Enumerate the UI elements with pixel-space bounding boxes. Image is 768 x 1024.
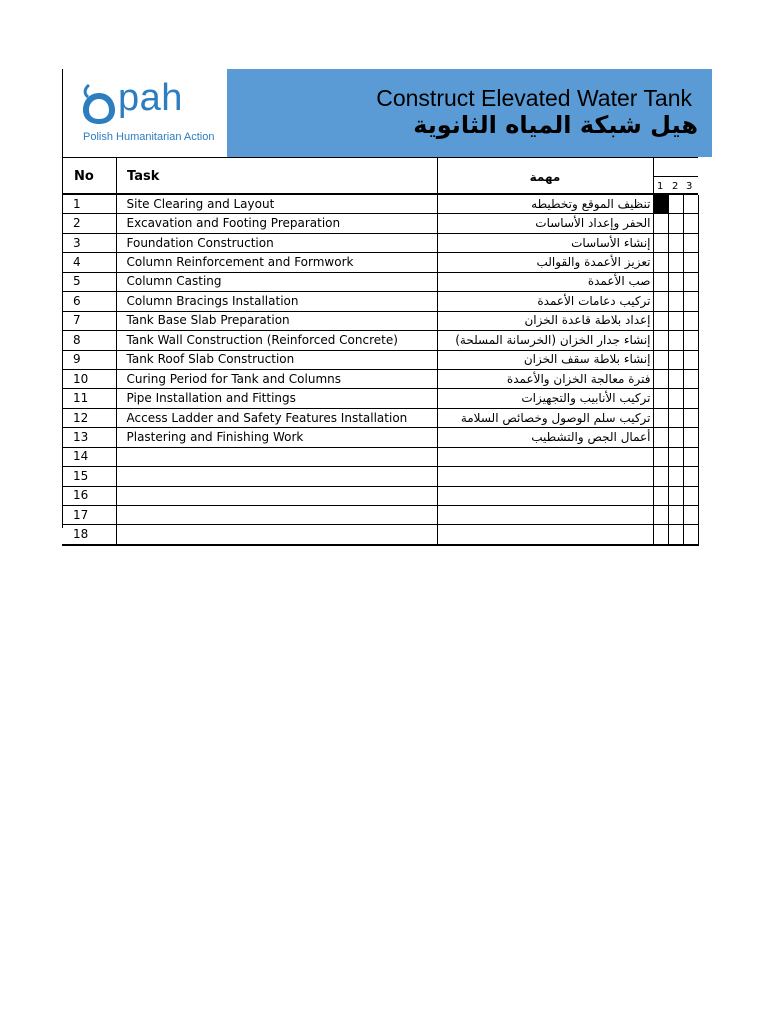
task-name[interactable]: Site Clearing and Layout [116, 195, 437, 214]
row-number: 14 [62, 447, 116, 466]
week-cell-2[interactable] [668, 292, 683, 311]
row-number: 4 [62, 253, 116, 272]
week-cell-1[interactable] [653, 506, 668, 525]
week-cell-2[interactable] [668, 195, 683, 214]
task-name-arabic[interactable]: صب الأعمدة [437, 272, 653, 291]
task-name-arabic[interactable]: إعداد بلاطة قاعدة الخزان [437, 311, 653, 330]
weeks-header-line [654, 176, 698, 177]
table-row [62, 506, 698, 525]
week-cell-2[interactable] [668, 525, 683, 545]
week-cell-2[interactable] [668, 389, 683, 408]
header-divider [116, 157, 117, 195]
week-cell-2[interactable] [668, 486, 683, 505]
week-header-3: 3 [686, 181, 693, 192]
week-cell-1[interactable] [653, 272, 668, 291]
task-name[interactable]: Tank Roof Slab Construction [116, 350, 437, 369]
table-row [62, 525, 698, 545]
week-cell-3[interactable] [683, 331, 698, 350]
table-row [62, 233, 698, 252]
week-cell-1[interactable] [653, 486, 668, 505]
header-divider [437, 157, 438, 195]
week-cell-1[interactable] [653, 350, 668, 369]
week-cell-3[interactable] [683, 311, 698, 330]
task-name-arabic[interactable]: تركيب دعامات الأعمدة [437, 292, 653, 311]
task-name[interactable]: Foundation Construction [116, 233, 437, 252]
title-banner [227, 69, 712, 157]
task-name-arabic[interactable]: إنشاء الأساسات [437, 233, 653, 252]
week-cell-3[interactable] [683, 292, 698, 311]
week-cell-1[interactable] [653, 525, 668, 545]
task-name-arabic[interactable]: الحفر وإعداد الأساسات [437, 214, 653, 233]
table-row [62, 292, 698, 311]
table-row [62, 214, 698, 233]
row-number: 9 [62, 350, 116, 369]
task-name-arabic[interactable] [437, 467, 653, 486]
title-arabic: هيل شبكة المياه الثانوية [413, 111, 698, 139]
week-cell-3[interactable] [683, 486, 698, 505]
task-name-arabic[interactable]: تركيب الأنابيب والتجهيزات [437, 389, 653, 408]
week-cell-2[interactable] [668, 272, 683, 291]
week-cell-1[interactable] [653, 447, 668, 466]
logo-subtitle: Polish Humanitarian Action [83, 131, 215, 143]
week-cell-3[interactable] [683, 447, 698, 466]
task-name-arabic[interactable] [437, 506, 653, 525]
week-cell-1[interactable] [653, 233, 668, 252]
week-cell-2[interactable] [668, 506, 683, 525]
row-number: 11 [62, 389, 116, 408]
task-name[interactable] [116, 525, 437, 545]
task-name[interactable] [116, 447, 437, 466]
task-name-arabic[interactable]: تركيب سلم الوصول وخصائص السلامة [437, 408, 653, 427]
table-row [62, 447, 698, 466]
task-name-arabic[interactable]: أعمال الجص والتشطيب [437, 428, 653, 447]
row-number: 1 [62, 195, 116, 214]
week-cell-3[interactable] [683, 214, 698, 233]
task-name[interactable]: Curing Period for Tank and Columns [116, 369, 437, 388]
table-row [62, 408, 698, 427]
week-cell-1[interactable] [653, 408, 668, 427]
task-name[interactable]: Tank Wall Construction (Reinforced Concrete) [116, 331, 437, 350]
task-name[interactable]: Excavation and Footing Preparation [116, 214, 437, 233]
week-cell-2[interactable] [668, 467, 683, 486]
pah-heart-icon [81, 83, 117, 125]
week-cell-1[interactable] [653, 428, 668, 447]
row-number: 12 [62, 408, 116, 427]
week-cell-1[interactable] [653, 467, 668, 486]
week-cell-3[interactable] [683, 233, 698, 252]
week-cell-3[interactable] [683, 408, 698, 427]
week-cell-3[interactable] [683, 525, 698, 545]
week-cell-2[interactable] [668, 233, 683, 252]
task-name-arabic[interactable]: فترة معالجة الخزان والأعمدة [437, 369, 653, 388]
row-number: 18 [62, 525, 116, 545]
week-cell-1[interactable] [653, 331, 668, 350]
logo-text: pah [118, 77, 183, 119]
task-name[interactable] [116, 467, 437, 486]
task-name-arabic[interactable]: إنشاء جدار الخزان (الخرسانة المسلحة) [437, 331, 653, 350]
table-row [62, 428, 698, 447]
week-cell-3[interactable] [683, 253, 698, 272]
week-cell-2[interactable] [668, 447, 683, 466]
week-cell-2[interactable] [668, 408, 683, 427]
table-row [62, 389, 698, 408]
row-number: 5 [62, 272, 116, 291]
task-name[interactable]: Access Ladder and Safety Features Installation [116, 408, 437, 427]
week-cell-3[interactable] [683, 195, 698, 214]
column-header-task: Task [127, 169, 160, 184]
table-row [62, 467, 698, 486]
table-row [62, 195, 698, 214]
row-number: 10 [62, 369, 116, 388]
header-top-border [62, 157, 698, 158]
row-number: 2 [62, 214, 116, 233]
row-number: 3 [62, 233, 116, 252]
week-header-2: 2 [672, 181, 679, 192]
week-cell-3[interactable] [683, 272, 698, 291]
task-name[interactable]: Pipe Installation and Fittings [116, 389, 437, 408]
task-name[interactable]: Plastering and Finishing Work [116, 428, 437, 447]
row-number: 16 [62, 486, 116, 505]
task-table [62, 195, 699, 546]
week-cell-2[interactable] [668, 369, 683, 388]
table-row [62, 253, 698, 272]
row-number: 8 [62, 331, 116, 350]
task-name[interactable]: Column Bracings Installation [116, 292, 437, 311]
week-cell-3[interactable] [683, 467, 698, 486]
week-cell-1[interactable] [653, 311, 668, 330]
row-number: 13 [62, 428, 116, 447]
row-number: 17 [62, 506, 116, 525]
table-row [62, 350, 698, 369]
week-cell-1[interactable] [653, 389, 668, 408]
row-number: 7 [62, 311, 116, 330]
week-header-1: 1 [657, 181, 664, 192]
task-name[interactable] [116, 506, 437, 525]
pah-logo [63, 69, 227, 156]
week-cell-2[interactable] [668, 350, 683, 369]
task-name[interactable] [116, 486, 437, 505]
title-english: Construct Elevated Water Tank [376, 85, 692, 111]
week-cell-1[interactable] [653, 195, 668, 214]
task-name-arabic[interactable] [437, 486, 653, 505]
task-name-arabic[interactable]: إنشاء بلاطة سقف الخزان [437, 350, 653, 369]
week-cell-3[interactable] [683, 350, 698, 369]
week-cell-1[interactable] [653, 253, 668, 272]
week-cell-2[interactable] [668, 331, 683, 350]
table-row [62, 331, 698, 350]
week-cell-2[interactable] [668, 311, 683, 330]
week-cell-3[interactable] [683, 506, 698, 525]
table-row [62, 486, 698, 505]
week-cell-2[interactable] [668, 253, 683, 272]
column-header-no: No [74, 169, 94, 184]
task-name[interactable]: Tank Base Slab Preparation [116, 311, 437, 330]
task-name-arabic[interactable]: تعزيز الأعمدة والقوالب [437, 253, 653, 272]
week-cell-3[interactable] [683, 428, 698, 447]
week-cell-2[interactable] [668, 214, 683, 233]
row-number: 15 [62, 467, 116, 486]
week-cell-1[interactable] [653, 214, 668, 233]
table-row [62, 369, 698, 388]
task-name-arabic[interactable]: تنظيف الموقع وتخطيطه [437, 195, 653, 214]
task-name-arabic[interactable] [437, 525, 653, 545]
column-header-task-arabic: مهمة [529, 170, 561, 184]
task-name-arabic[interactable] [437, 447, 653, 466]
week-cell-3[interactable] [683, 389, 698, 408]
task-name[interactable]: Column Reinforcement and Formwork [116, 253, 437, 272]
row-number: 6 [62, 292, 116, 311]
task-name[interactable]: Column Casting [116, 272, 437, 291]
week-cell-1[interactable] [653, 292, 668, 311]
table-row [62, 311, 698, 330]
week-cell-1[interactable] [653, 369, 668, 388]
week-cell-3[interactable] [683, 369, 698, 388]
table-row [62, 272, 698, 291]
week-cell-2[interactable] [668, 428, 683, 447]
